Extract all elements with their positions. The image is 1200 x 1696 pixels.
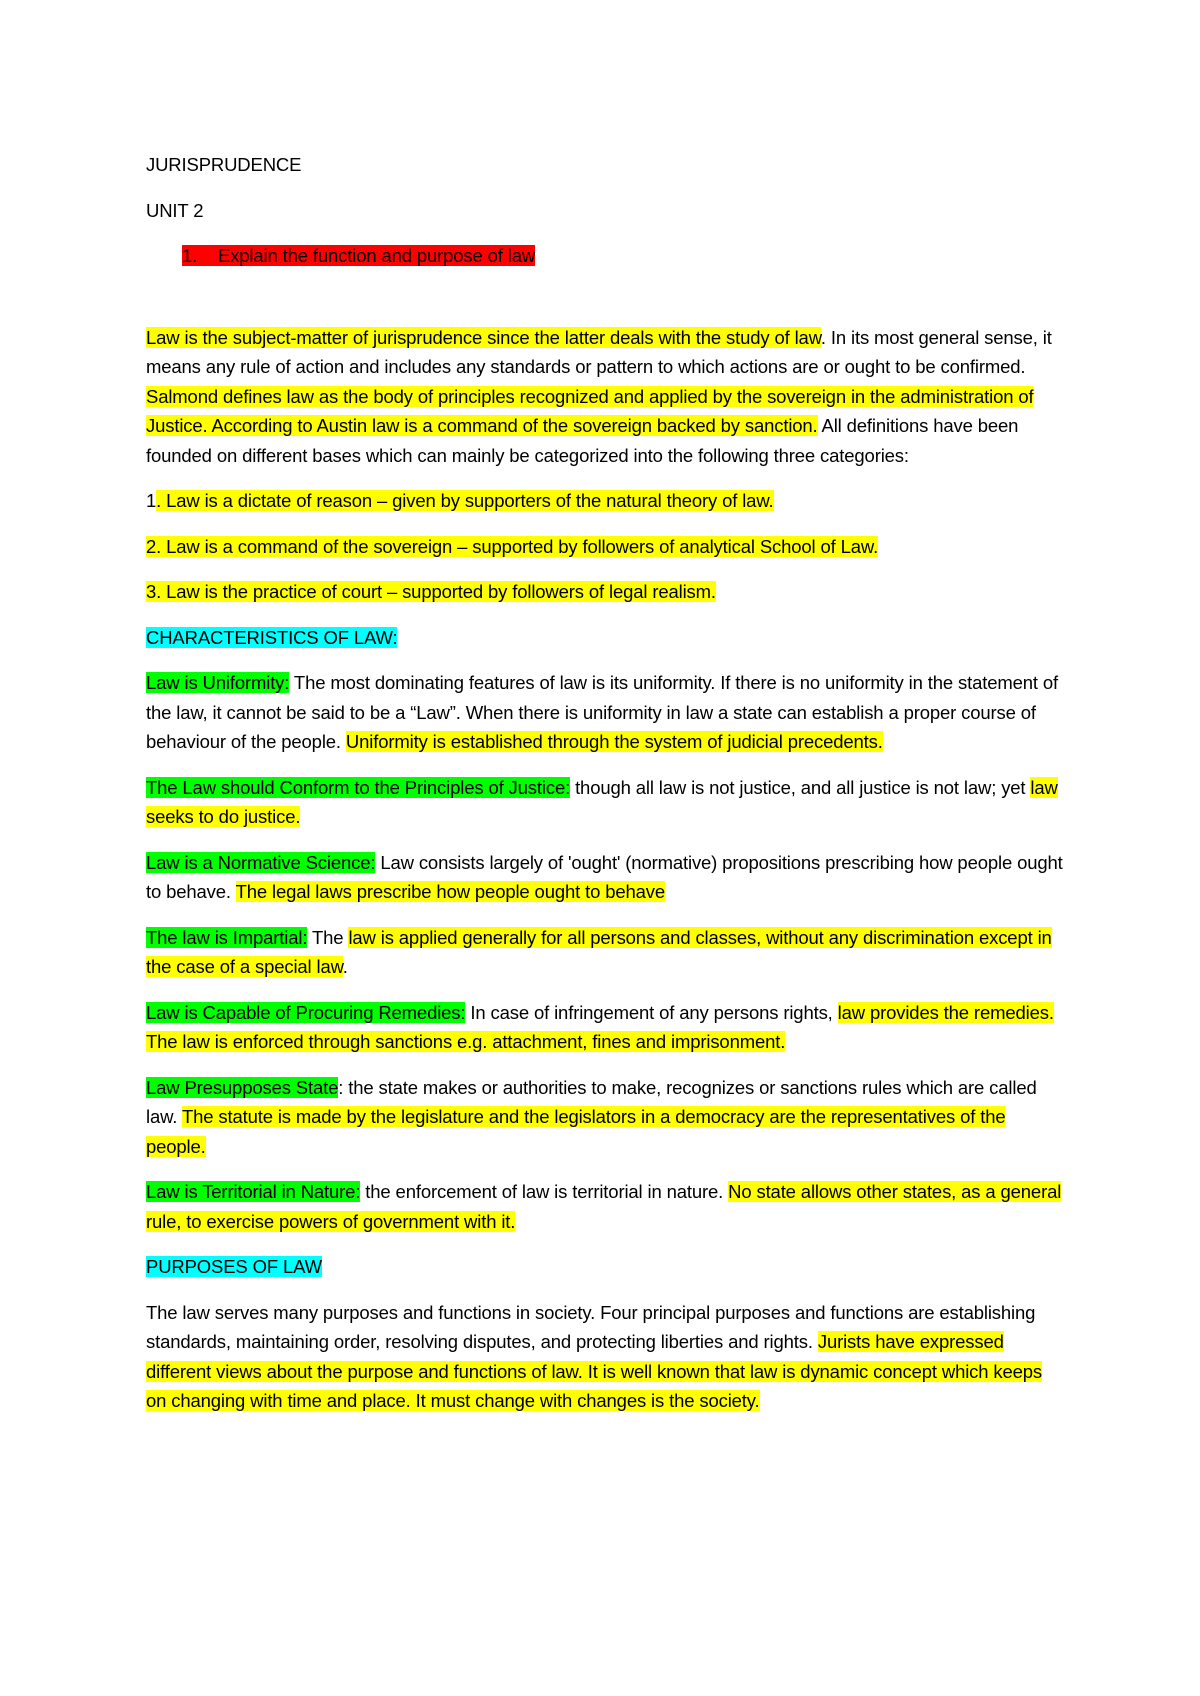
category-item-1 xyxy=(146,486,1066,516)
purposes-highlight: Jurists have expressed different views about the purpose and functions of law. It is well known that law is dynamic concept which keeps on changing with time and place. It must change with changes is the society. xyxy=(146,1331,1043,1411)
characteristic-label: The Law should Conform to the Principles of Justice: xyxy=(146,776,571,798)
unit-label: UNIT 2 xyxy=(146,199,204,221)
characteristic-impartial xyxy=(146,923,1066,982)
characteristic-highlight: Uniformity is established through the system of judicial precedents. xyxy=(345,731,883,752)
category-item-2 xyxy=(146,532,1066,562)
category-text: 2. Law is a command of the sovereign – supported by followers of analytical School of Law. xyxy=(146,535,879,557)
characteristic-state xyxy=(146,1073,1066,1162)
characteristic-highlight: The statute is made by the legislature and the legislators in a democracy are the representatives of the people. xyxy=(146,1106,1006,1157)
characteristic-highlight: law provides the remedies. The law is enforced through sanctions e.g. attachment, fines and imprisonment. xyxy=(146,1001,1054,1052)
question-highlight xyxy=(182,245,535,266)
characteristic-text: Law consists largely of 'ought' (normative) propositions prescribing how people ought to behave. xyxy=(146,851,1063,902)
characteristic-normative xyxy=(146,848,1066,907)
characteristic-text: The most dominating features of law is its uniformity. If there is no uniformity in the statement of the law, it cannot be said to be a “Law”. When there is uniformity in law a state can establish a proper course of behaviour of the people. xyxy=(146,672,1058,752)
characteristic-highlight: law seeks to do justice. xyxy=(146,776,1058,827)
intro-text-1: . In its most general sense, it means any rule of action and includes any standards or pattern to which actions are or ought to be confirmed. xyxy=(146,326,1052,377)
purposes-heading-text: PURPOSES OF LAW xyxy=(146,1256,322,1277)
category-number: 1 xyxy=(146,490,157,511)
purposes-heading xyxy=(146,1252,1066,1282)
characteristic-label: The law is Impartial: xyxy=(146,926,308,948)
characteristic-label: Law is Capable of Procuring Remedies: xyxy=(146,1001,466,1023)
characteristics-heading xyxy=(146,623,1066,653)
intro-text-2: All definitions have been founded on different bases which can mainly be categorized into the following three categories: xyxy=(146,415,1019,466)
purposes-paragraph xyxy=(146,1298,1066,1416)
characteristic-text: the enforcement of law is territorial in nature. xyxy=(360,1181,729,1202)
characteristic-remedies xyxy=(146,998,1066,1057)
characteristic-text: though all law is not justice, and all justice is not law; yet xyxy=(570,776,1031,798)
characteristic-highlight: No state allows other states, as a general rule, to exercise powers of government with it. xyxy=(146,1181,1062,1232)
category-text: . Law is a dictate of reason – given by supporters of the natural theory of law. xyxy=(156,490,774,511)
characteristic-text: : the state makes or authorities to make, recognizes or sanctions rules which are called law. xyxy=(146,1076,1037,1127)
characteristic-text: In case of infringement of any persons rights, xyxy=(465,1001,838,1023)
characteristic-label: Law Presupposes State xyxy=(146,1076,339,1098)
intro-paragraph xyxy=(146,323,1066,471)
purposes-text: The law serves many purposes and functions in society. Four principal purposes and functions are establishing standards, maintaining order, resolving disputes, and protecting liberties and rights. xyxy=(146,1301,1036,1352)
characteristic-label: Law is a Normative Science: xyxy=(146,851,376,873)
document-title: JURISPRUDENCE xyxy=(146,154,302,175)
document-body xyxy=(146,150,1066,1432)
intro-highlight-1: Law is the subject-matter of jurisprudence since the latter deals with the study of law xyxy=(146,326,821,348)
intro-highlight-2: Salmond defines law as the body of principles recognized and applied by the sovereign in the administration of Justice. According to Austin law is a command of the sovereign backed by sanction. xyxy=(146,385,1034,436)
category-item-3 xyxy=(146,577,1066,607)
category-text: 3. Law is the practice of court – supported by followers of legal realism. xyxy=(146,581,716,602)
characteristic-highlight: The legal laws prescribe how people ought to behave xyxy=(235,881,666,902)
question-text: Explain the function and purpose of law xyxy=(218,245,536,266)
question-number: 1. xyxy=(182,245,198,266)
characteristic-highlight: law is applied generally for all persons and classes, without any discrimination except in the case of a special law xyxy=(146,926,1052,977)
blank-spacer xyxy=(146,271,1066,323)
characteristic-text: The xyxy=(307,926,349,948)
characteristic-label: Law is Uniformity: xyxy=(146,672,290,693)
characteristic-territorial xyxy=(146,1177,1066,1236)
characteristic-period: . xyxy=(342,956,348,977)
characteristic-label: Law is Territorial in Nature: xyxy=(146,1181,361,1202)
characteristic-uniformity xyxy=(146,668,1066,757)
question-heading xyxy=(146,241,1066,271)
characteristic-justice xyxy=(146,773,1066,832)
characteristics-heading-text: CHARACTERISTICS OF LAW: xyxy=(146,626,398,648)
